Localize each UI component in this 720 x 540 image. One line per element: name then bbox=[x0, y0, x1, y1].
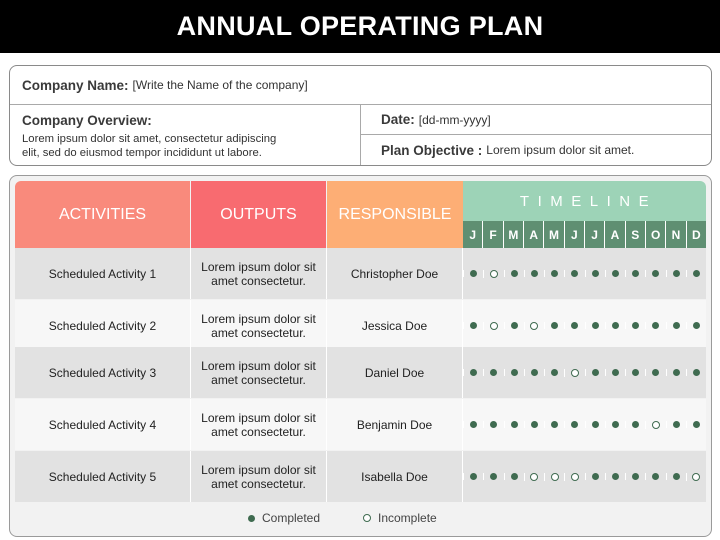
completed-dot-icon bbox=[490, 369, 497, 376]
timeline-cell[interactable] bbox=[463, 270, 483, 277]
completed-dot-icon bbox=[632, 421, 639, 428]
timeline-cell[interactable] bbox=[564, 473, 584, 481]
legend-completed-label: Completed bbox=[262, 511, 321, 525]
timeline-cells bbox=[463, 347, 706, 398]
completed-dot-icon bbox=[652, 369, 659, 376]
plan-meta-section bbox=[361, 105, 712, 166]
completed-dot-icon bbox=[551, 270, 558, 277]
completed-dot-icon bbox=[531, 369, 538, 376]
completed-dot-icon bbox=[632, 322, 639, 329]
timeline-cell[interactable] bbox=[483, 270, 503, 278]
month-apr: A bbox=[523, 221, 543, 248]
date-row bbox=[361, 105, 712, 135]
timeline-cell[interactable] bbox=[585, 421, 605, 428]
date-label: Date: bbox=[381, 112, 415, 127]
completed-dot-icon bbox=[551, 369, 558, 376]
table-row bbox=[15, 300, 706, 351]
timeline-cell[interactable] bbox=[585, 369, 605, 376]
completed-dot-icon bbox=[592, 369, 599, 376]
month-feb: F bbox=[482, 221, 502, 248]
completed-dot-icon bbox=[632, 369, 639, 376]
completed-dot-icon bbox=[470, 421, 477, 428]
company-overview-label: Company Overview: bbox=[22, 113, 152, 128]
company-name-label: Company Name: bbox=[22, 77, 129, 93]
timeline-cell[interactable] bbox=[524, 369, 544, 376]
completed-dot-icon bbox=[248, 515, 255, 522]
timeline-cell[interactable] bbox=[605, 270, 625, 277]
output-line-2: amet consectetur. bbox=[211, 424, 306, 439]
timeline-cell[interactable] bbox=[544, 322, 564, 329]
completed-dot-icon bbox=[632, 270, 639, 277]
timeline-cell[interactable] bbox=[504, 322, 524, 329]
timeline-cell[interactable] bbox=[686, 421, 706, 428]
completed-dot-icon bbox=[511, 322, 518, 329]
timeline-cell[interactable] bbox=[645, 369, 665, 376]
output-line-1: Lorem ipsum dolor sit bbox=[201, 259, 316, 274]
incomplete-dot-icon bbox=[363, 514, 371, 522]
completed-dot-icon bbox=[673, 270, 680, 277]
completed-dot-icon bbox=[551, 322, 558, 329]
incomplete-dot-icon bbox=[652, 421, 660, 429]
completed-dot-icon bbox=[693, 421, 700, 428]
output-line-2: amet consectetur. bbox=[211, 372, 306, 387]
timeline-cell[interactable] bbox=[645, 473, 665, 480]
activity-cell[interactable]: Scheduled Activity 5 bbox=[15, 451, 191, 502]
completed-dot-icon bbox=[470, 270, 477, 277]
activity-cell[interactable]: Scheduled Activity 2 bbox=[15, 300, 191, 351]
output-line-2: amet consectetur. bbox=[211, 476, 306, 491]
company-info-box bbox=[9, 65, 712, 166]
timeline-cell[interactable] bbox=[524, 421, 544, 428]
timeline-cells bbox=[463, 248, 706, 299]
incomplete-dot-icon bbox=[530, 322, 538, 330]
completed-dot-icon bbox=[652, 270, 659, 277]
timeline-cell[interactable] bbox=[605, 421, 625, 428]
completed-dot-icon bbox=[693, 369, 700, 376]
output-cell[interactable] bbox=[191, 347, 327, 398]
responsible-header: RESPONSIBLE bbox=[327, 181, 463, 248]
completed-dot-icon bbox=[511, 421, 518, 428]
completed-dot-icon bbox=[612, 369, 619, 376]
completed-dot-icon bbox=[592, 322, 599, 329]
company-overview-section bbox=[10, 105, 361, 166]
table-row bbox=[15, 248, 706, 299]
legend-incomplete bbox=[363, 511, 437, 525]
completed-dot-icon bbox=[490, 421, 497, 428]
incomplete-dot-icon bbox=[692, 473, 700, 481]
timeline-cell[interactable] bbox=[666, 369, 686, 376]
timeline-cell[interactable] bbox=[504, 421, 524, 428]
legend bbox=[0, 511, 720, 527]
timeline-cell[interactable] bbox=[645, 322, 665, 329]
completed-dot-icon bbox=[693, 322, 700, 329]
overview-line-1: Lorem ipsum dolor sit amet, consectetur adipiscing bbox=[22, 133, 277, 145]
output-line-1: Lorem ipsum dolor sit bbox=[201, 462, 316, 477]
month-may: M bbox=[543, 221, 563, 248]
timeline-cell[interactable] bbox=[605, 322, 625, 329]
month-aug: A bbox=[604, 221, 624, 248]
timeline-cell[interactable] bbox=[463, 421, 483, 428]
timeline-cell[interactable] bbox=[625, 369, 645, 376]
completed-dot-icon bbox=[511, 270, 518, 277]
timeline-cell[interactable] bbox=[463, 473, 483, 480]
overview-line-2: elit, sed do eiusmod tempor incididunt ut labore. bbox=[22, 147, 262, 159]
completed-dot-icon bbox=[490, 473, 497, 480]
timeline-cell[interactable] bbox=[564, 322, 584, 329]
timeline-cell[interactable] bbox=[483, 369, 503, 376]
timeline-cell[interactable] bbox=[686, 322, 706, 329]
company-name-value[interactable]: [Write the Name of the company] bbox=[132, 78, 308, 92]
completed-dot-icon bbox=[652, 473, 659, 480]
completed-dot-icon bbox=[592, 473, 599, 480]
timeline-cell[interactable] bbox=[666, 473, 686, 480]
timeline-cell[interactable] bbox=[645, 421, 665, 429]
table-row bbox=[15, 347, 706, 398]
completed-dot-icon bbox=[673, 421, 680, 428]
timeline-cell[interactable] bbox=[625, 322, 645, 329]
completed-dot-icon bbox=[612, 322, 619, 329]
company-name-row bbox=[10, 66, 711, 105]
completed-dot-icon bbox=[652, 322, 659, 329]
timeline-cell[interactable] bbox=[666, 322, 686, 329]
plan-objective-value[interactable]: Lorem ipsum dolor sit amet. bbox=[486, 143, 635, 157]
output-cell[interactable] bbox=[191, 248, 327, 299]
company-overview-text[interactable] bbox=[22, 132, 348, 160]
completed-dot-icon bbox=[592, 421, 599, 428]
completed-dot-icon bbox=[571, 270, 578, 277]
month-jul: J bbox=[584, 221, 604, 248]
activity-cell[interactable]: Scheduled Activity 3 bbox=[15, 347, 191, 398]
completed-dot-icon bbox=[511, 473, 518, 480]
timeline-cell[interactable] bbox=[686, 270, 706, 277]
plan-objective-label: Plan Objective : bbox=[381, 142, 483, 158]
timeline-cell[interactable] bbox=[625, 473, 645, 480]
month-oct: O bbox=[645, 221, 665, 248]
page-title: ANNUAL OPERATING PLAN bbox=[0, 0, 720, 53]
responsible-cell[interactable]: Daniel Doe bbox=[327, 347, 463, 398]
completed-dot-icon bbox=[551, 421, 558, 428]
output-cell[interactable] bbox=[191, 451, 327, 502]
timeline-cell[interactable] bbox=[524, 473, 544, 481]
incomplete-dot-icon bbox=[571, 473, 579, 481]
activity-cell[interactable]: Scheduled Activity 4 bbox=[15, 399, 191, 450]
date-value[interactable]: [dd-mm-yyyy] bbox=[418, 112, 491, 127]
completed-dot-icon bbox=[571, 421, 578, 428]
completed-dot-icon bbox=[470, 322, 477, 329]
output-cell[interactable] bbox=[191, 300, 327, 351]
completed-dot-icon bbox=[571, 322, 578, 329]
table-row bbox=[15, 451, 706, 502]
timeline-cell[interactable] bbox=[585, 322, 605, 329]
timeline-cell[interactable] bbox=[504, 473, 524, 480]
completed-dot-icon bbox=[612, 473, 619, 480]
completed-dot-icon bbox=[673, 369, 680, 376]
incomplete-dot-icon bbox=[490, 270, 498, 278]
timeline-cell[interactable] bbox=[585, 473, 605, 480]
activities-header: ACTIVITIES bbox=[15, 181, 190, 248]
month-header-row bbox=[463, 221, 706, 248]
responsible-cell[interactable]: Benjamin Doe bbox=[327, 399, 463, 450]
timeline-cell[interactable] bbox=[483, 421, 503, 428]
output-cell[interactable] bbox=[191, 399, 327, 450]
month-jun: J bbox=[564, 221, 584, 248]
timeline-cell[interactable] bbox=[463, 369, 483, 376]
timeline-cell[interactable] bbox=[544, 421, 564, 428]
timeline-cell[interactable] bbox=[504, 270, 524, 277]
responsible-cell[interactable]: Christopher Doe bbox=[327, 248, 463, 299]
timeline-cells bbox=[463, 451, 706, 502]
outputs-header: OUTPUTS bbox=[191, 181, 326, 248]
timeline-cell[interactable] bbox=[504, 369, 524, 376]
responsible-cell[interactable]: Isabella Doe bbox=[327, 451, 463, 502]
completed-dot-icon bbox=[470, 369, 477, 376]
incomplete-dot-icon bbox=[490, 322, 498, 330]
timeline-cell[interactable] bbox=[605, 473, 625, 480]
timeline-cell[interactable] bbox=[625, 270, 645, 277]
table-row bbox=[15, 399, 706, 450]
output-line-1: Lorem ipsum dolor sit bbox=[201, 311, 316, 326]
timeline-cell[interactable] bbox=[686, 473, 706, 481]
timeline-cells bbox=[463, 399, 706, 450]
timeline-cell[interactable] bbox=[666, 421, 686, 428]
activity-cell[interactable]: Scheduled Activity 1 bbox=[15, 248, 191, 299]
incomplete-dot-icon bbox=[571, 369, 579, 377]
completed-dot-icon bbox=[673, 322, 680, 329]
timeline-cell[interactable] bbox=[544, 473, 564, 481]
month-nov: N bbox=[665, 221, 685, 248]
completed-dot-icon bbox=[673, 473, 680, 480]
timeline-cell[interactable] bbox=[483, 322, 503, 330]
month-jan: J bbox=[469, 227, 476, 242]
timeline-cell[interactable] bbox=[524, 322, 544, 330]
timeline-cell[interactable] bbox=[686, 369, 706, 376]
completed-dot-icon bbox=[612, 270, 619, 277]
legend-incomplete-label: Incomplete bbox=[378, 511, 437, 525]
timeline-cell[interactable] bbox=[564, 270, 584, 277]
timeline-cell[interactable] bbox=[666, 270, 686, 277]
completed-dot-icon bbox=[632, 473, 639, 480]
completed-dot-icon bbox=[592, 270, 599, 277]
incomplete-dot-icon bbox=[530, 473, 538, 481]
completed-dot-icon bbox=[470, 473, 477, 480]
timeline-cell[interactable] bbox=[625, 421, 645, 428]
timeline-cell[interactable] bbox=[524, 270, 544, 277]
timeline-header: TIMELINE bbox=[463, 181, 706, 221]
timeline-cell[interactable] bbox=[483, 473, 503, 480]
incomplete-dot-icon bbox=[551, 473, 559, 481]
completed-dot-icon bbox=[531, 421, 538, 428]
timeline-cell[interactable] bbox=[585, 270, 605, 277]
plan-objective-row bbox=[361, 135, 712, 165]
output-line-1: Lorem ipsum dolor sit bbox=[201, 410, 316, 425]
month-mar: M bbox=[503, 221, 523, 248]
completed-dot-icon bbox=[612, 421, 619, 428]
timeline-cell[interactable] bbox=[605, 369, 625, 376]
month-dec: D bbox=[686, 221, 706, 248]
timeline-cell[interactable] bbox=[544, 270, 564, 277]
legend-completed bbox=[248, 511, 320, 525]
output-line-2: amet consectetur. bbox=[211, 273, 306, 288]
timeline-cell[interactable] bbox=[463, 322, 483, 329]
output-line-1: Lorem ipsum dolor sit bbox=[201, 358, 316, 373]
timeline-cell[interactable] bbox=[564, 369, 584, 377]
output-line-2: amet consectetur. bbox=[211, 325, 306, 340]
timeline-cell[interactable] bbox=[564, 421, 584, 428]
timeline-cell[interactable] bbox=[544, 369, 564, 376]
timeline-cell[interactable] bbox=[645, 270, 665, 277]
completed-dot-icon bbox=[511, 369, 518, 376]
timeline-cells bbox=[463, 300, 706, 351]
completed-dot-icon bbox=[693, 270, 700, 277]
responsible-cell[interactable]: Jessica Doe bbox=[327, 300, 463, 351]
month-sep: S bbox=[625, 221, 645, 248]
completed-dot-icon bbox=[531, 270, 538, 277]
